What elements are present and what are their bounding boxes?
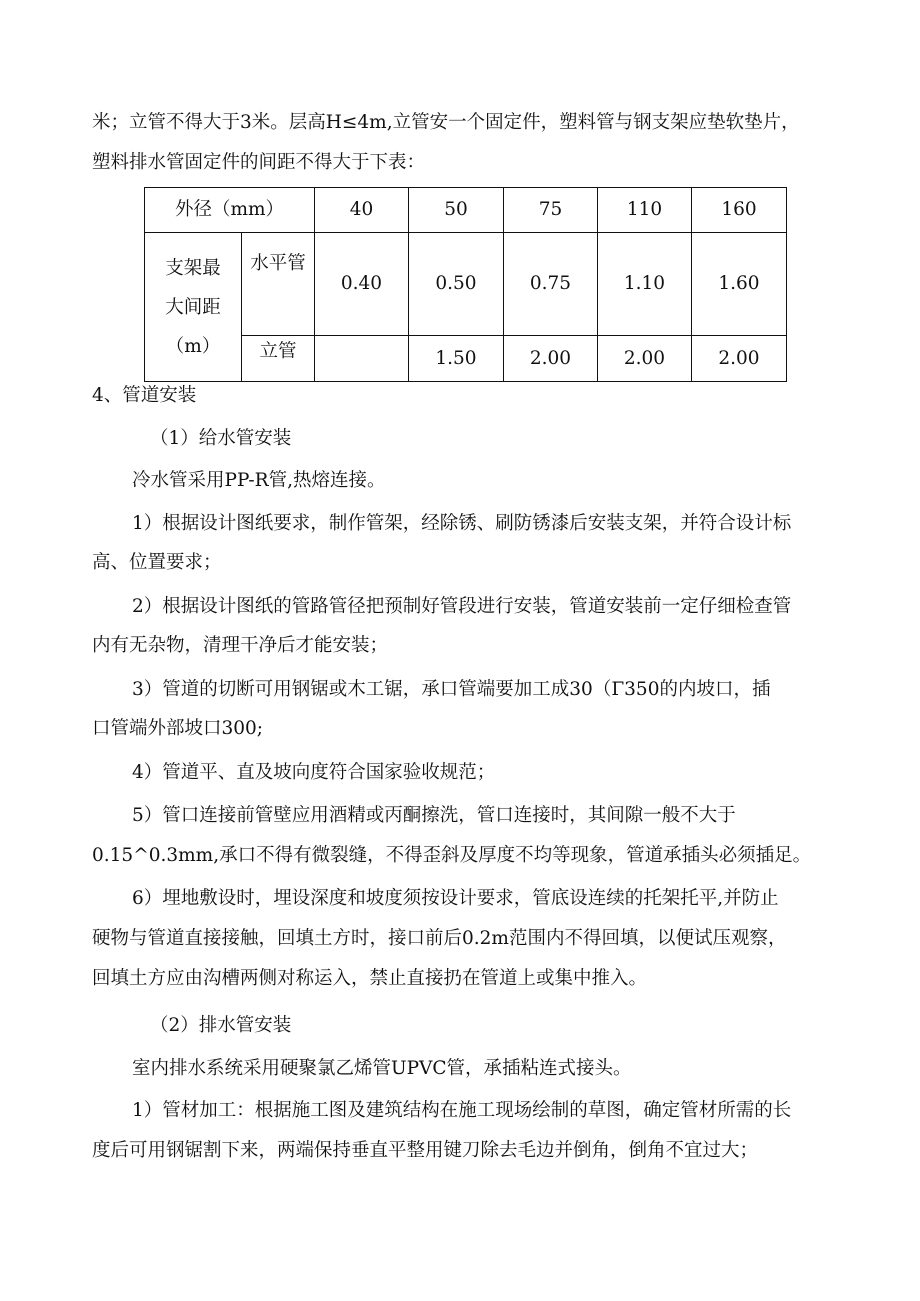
value-cell [315, 336, 409, 382]
intro-line-2: 塑料排水管固定件的间距不得大于下表： [92, 152, 426, 173]
paragraph-line: 4）管道平、直及坡向度符合国家验收规范； [132, 762, 496, 783]
paragraph-line: 1）管材加工：根据施工图及建筑结构在施工现场绘制的草图，确定管材所需的长 [132, 1100, 792, 1121]
subsection-1-heading: （1）给水管安装 [150, 428, 292, 449]
value-cell: 0.40 [315, 233, 409, 336]
value-cell: 0.75 [504, 233, 598, 336]
diameter-cell: 50 [409, 188, 504, 233]
paragraph-line: 口管端外部坡口300; [92, 718, 264, 739]
pipe-support-spacing-table [144, 187, 787, 382]
group-label-line: （m） [165, 335, 221, 357]
paragraph-line: 硬物与管道直接接触，回填土方时，接口前后0.2m范围内不得回填，以便试压观察， [92, 928, 787, 949]
paragraph-line: 6）埋地敷设时，埋设深度和坡度须按设计要求，管底设连续的托架托平,并防止 [132, 888, 779, 909]
section-4-heading: 4、管道安装 [92, 385, 197, 406]
group-label-line: 支架最 [165, 257, 221, 279]
subsection-1-intro: 冷水管采用PP-R管,热熔连接。 [132, 470, 386, 491]
paragraph-line: 内有无杂物，清理干净后才能安装； [92, 635, 389, 656]
value-cell: 2.00 [692, 336, 787, 382]
paragraph-line: 度后可用钢锯割下来，两端保持垂直平整用键刀除去毛边并倒角，倒角不宜过大； [92, 1140, 759, 1161]
paragraph-line: 回填土方应由沟槽两侧对称运入，禁止直接扔在管道上或集中推入。 [92, 968, 648, 989]
max-spacing-group-label [145, 233, 242, 382]
paragraph-line: 5）管口连接前管壁应用酒精或丙酮擦洗，管口连接时，其间隙一般不大于 [132, 805, 736, 826]
row-label-horizontal-pipe: 水平管 [242, 233, 315, 336]
paragraph-line: 2）根据设计图纸的管路管径把预制好管段进行安装，管道安装前一定仔细检查管 [132, 596, 792, 617]
table-header-row [145, 188, 787, 233]
paragraph-line: 0.15^0.3mm,承口不得有微裂缝，不得歪斜及厚度不均等现象，管道承插头必须插足。 [92, 845, 812, 866]
row-label-vertical-pipe: 立管 [242, 336, 315, 382]
value-cell: 1.50 [409, 336, 504, 382]
value-cell: 0.50 [409, 233, 504, 336]
intro-line-1: 米；立管不得大于3米。层高H≤4m,立管安一个固定件，塑料管与钢支架应垫软垫片， [92, 112, 800, 133]
paragraph-line: 3）管道的切断可用钢锯或木工锯，承口管端要加工成30（Γ350的内坡口，插 [132, 679, 771, 700]
diameter-cell: 110 [598, 188, 692, 233]
table-row-horizontal [145, 233, 787, 336]
paragraph-line: 高、位置要求； [92, 552, 222, 573]
value-cell: 2.00 [504, 336, 598, 382]
diameter-cell: 160 [692, 188, 787, 233]
subsection-2-intro: 室内排水系统采用硬聚氯乙烯管UPVC管，承插粘连式接头。 [132, 1058, 632, 1079]
group-label-line: 大间距 [165, 296, 221, 318]
value-cell: 2.00 [598, 336, 692, 382]
table-row-vertical [145, 336, 787, 382]
diameter-cell: 40 [315, 188, 409, 233]
diameter-cell: 75 [504, 188, 598, 233]
subsection-2-heading: （2）排水管安装 [150, 1015, 292, 1036]
value-cell: 1.10 [598, 233, 692, 336]
outer-diameter-header: 外径（mm） [145, 188, 315, 233]
paragraph-line: 1）根据设计图纸要求，制作管架，经除锈、刷防锈漆后安装支架，并符合设计标 [132, 513, 792, 534]
value-cell: 1.60 [692, 233, 787, 336]
